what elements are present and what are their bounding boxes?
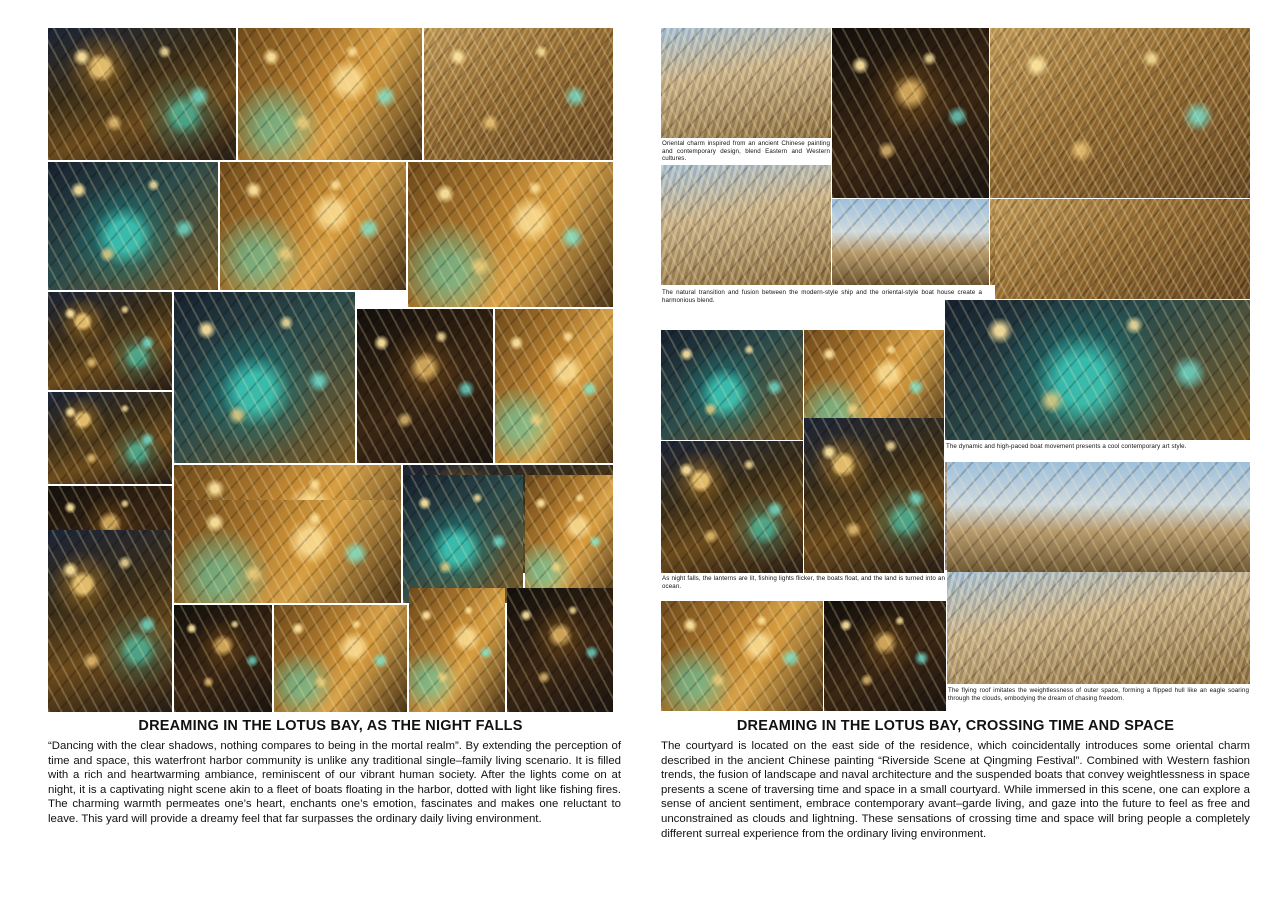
left-panel-body: “Dancing with the clear shadows, nothing compares to being in the mortal realm”. By extending the perception of time and space, this waterfront harbor community is unlike any traditional single–family living scenario. It is filled with a rich and heartwarming ambiance, reminiscent of our vibrant human society. After the lights come on at night, it is a captivating night scene akin to a fleet of boats floating in the harbor, dotted with light like fishing fires. The charming warmth permeates one’s heart, enchants one’s emotion, fascinates and makes one reluctant to leave. This yard will provide a dreamy feel that far surpasses the ordinary daily living environment. xyxy=(48,740,621,825)
photo-hanging-boat-over-courtyard xyxy=(832,199,989,285)
photo-lit-staircase-to-loft xyxy=(525,475,613,603)
photo-dark-timber-corridor xyxy=(507,588,613,712)
photo-wood-slat-facade-detail xyxy=(661,165,831,285)
photo-teal-lit-under-deck xyxy=(945,300,1250,440)
left-panel-title: DREAMING IN THE LOTUS BAY, AS THE NIGHT FALLS xyxy=(138,718,523,734)
right-panel-title: DREAMING IN THE LOTUS BAY, CROSSING TIME AND SPACE xyxy=(736,718,1175,734)
photo-interior-frame-teal-light xyxy=(661,330,803,440)
photo-stacked-timber-balconies xyxy=(48,292,172,390)
photo-wood-screen-doorway-night xyxy=(274,605,407,712)
photo-wooden-tower-with-lanterns xyxy=(48,392,172,484)
photo-boat-house-daylight-frame xyxy=(661,28,831,138)
photo-glowing-window-grid xyxy=(174,605,272,712)
photo-stacked-plank-hull-detail xyxy=(995,199,1250,299)
photo-lantern-over-deck-terrace xyxy=(220,162,406,290)
photo-bare-branches-and-roof xyxy=(947,462,1250,574)
photo-bare-tree-and-cabin-night xyxy=(48,530,172,712)
photo-night-courtyard-with-lanterns xyxy=(661,441,803,573)
photo-teal-lit-waterfront-walkway xyxy=(48,162,218,290)
photo-pier-railing-night-view xyxy=(403,475,523,603)
caption-flying-roof: The flying roof imitates the weightlessness of outer space, forming a flipped hull like an eagle soaring through the clouds, embodying the dream of chasing freedom. xyxy=(947,686,1250,712)
photo-boat-house-lantern-entry xyxy=(408,162,613,307)
photo-basket-lantern-detail xyxy=(409,588,505,712)
caption-dynamic-boat-movement: The dynamic and high-paced boat movement presents a cool contemporary art style. xyxy=(945,442,1250,460)
photo-courtyard-seating-at-dusk xyxy=(495,309,613,463)
photo-gateway-with-suspended-boat xyxy=(832,28,989,198)
photo-interior-of-wooden-cabin xyxy=(357,309,493,463)
photo-lit-screen-wall-night xyxy=(661,601,823,711)
photo-long-table-under-lights xyxy=(174,500,401,603)
photo-lamp-on-timber-post xyxy=(824,601,946,711)
photo-flying-roof-against-sky xyxy=(947,572,1250,684)
caption-oriental-charm: Oriental charm inspired from an ancient Chinese painting and contemporary design, blend Eastern and Western cultures. xyxy=(662,140,830,163)
photo-timber-pavilion-with-lantern xyxy=(990,28,1250,198)
photo-night-harbor-village-wide xyxy=(48,28,236,160)
caption-natural-transition: The natural transition and fusion between the modern-style ship and the oriental-style boat house create a harmonious blend. xyxy=(661,288,983,308)
photo-pool-reflection-teal-glow xyxy=(174,292,355,463)
photo-tall-wooden-structure-night xyxy=(804,418,944,573)
caption-night-falls-lanterns: As night falls, the lanterns are lit, fishing lights flicker, the boats float, and the land is turned into an ocean. xyxy=(661,574,946,592)
photo-timber-frame-staircase-night xyxy=(424,28,613,160)
right-panel-body: The courtyard is located on the east side of the residence, which coincidentally introduces some oriental charm described in the ancient Chinese painting “Riverside Scene at Qingming Festival”. Combined with Western fashion trends, the fusion of landscape and naval architecture and the suspended boats that convey weightlessness in space presents a scene of traversing time and space in a small courtyard. While immersed in this scene, one can explore a sense of ancient sentiment, embrace contemporary avant–garde living, and gaze into the future to feel as free and unconstrained as clouds and lightning. These sensations of crossing time and space will bring people a completely different surreal experience from the ordinary living environment. xyxy=(661,740,1250,840)
photo-lit-wooden-pavilion-cluster xyxy=(238,28,422,160)
right-panel xyxy=(637,0,1274,900)
